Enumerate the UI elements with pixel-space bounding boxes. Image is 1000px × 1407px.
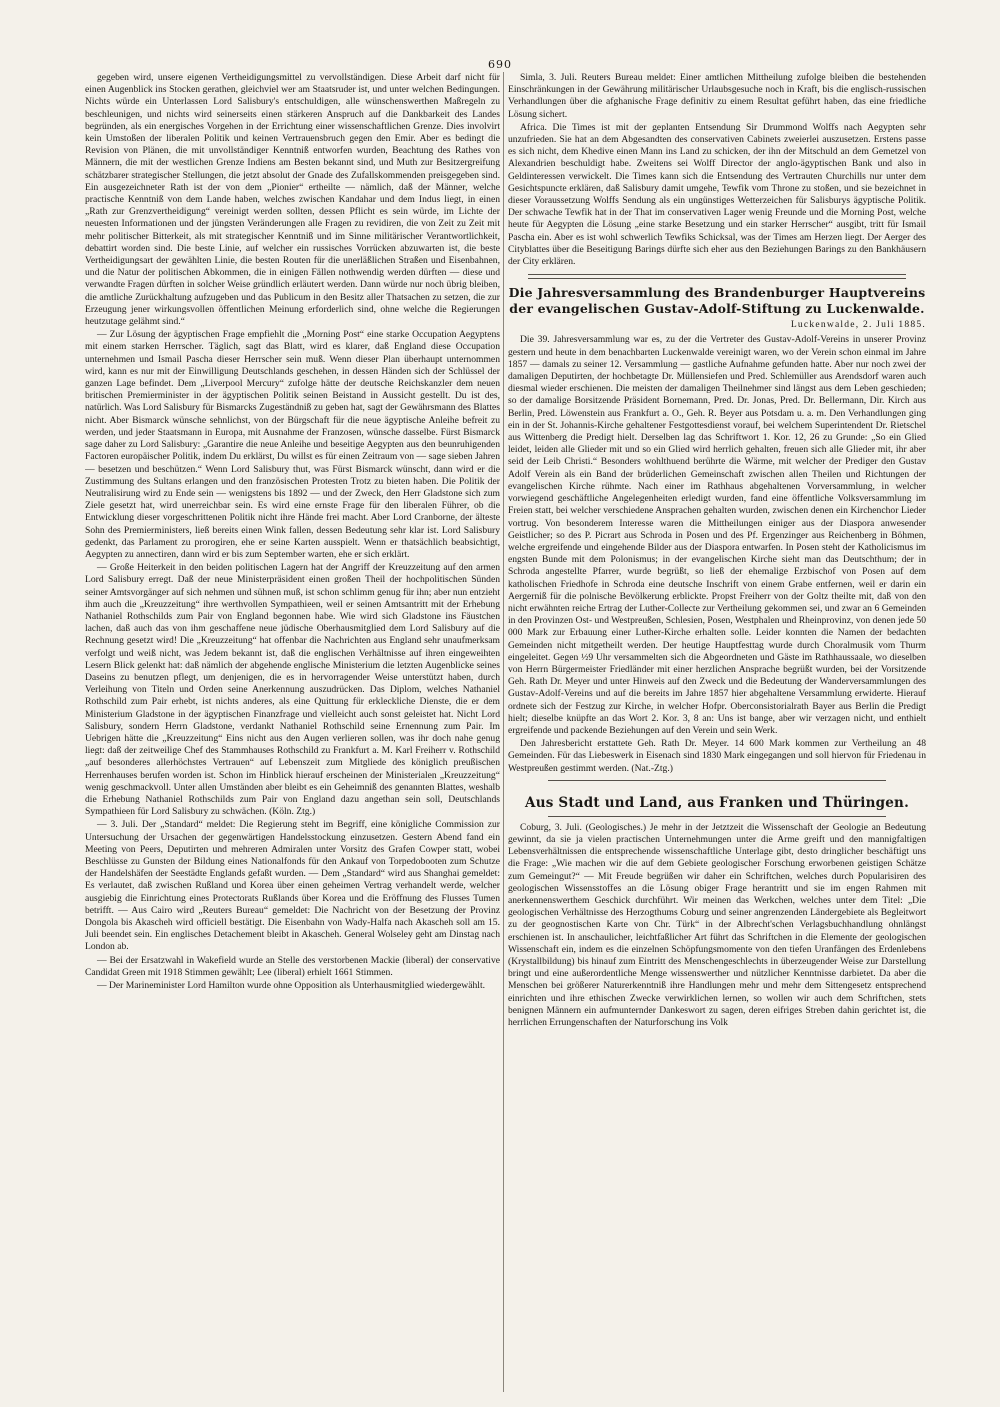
article-paragraph: — Zur Lösung der ägyptischen Frage empfiehlt die „Morning Post“ eine starke Occupation Aegyptens mit einem starken Herrscher. Täglich, sagt das Blatt, wird es klarer, daß England diese Occupation unternehmen und Ismail Pascha dieser Herrscher sein muß. Wenn dieser Plan überhaupt unternommen wird, kann es nur mit der Einwilligung Deutschlands geschehen, in dessen Händen sich der Schlüssel der ganzen Lage befindet. Dem „Liverpool Mercury“ zufolge hätte der deutsche Reichskanzler dem neuen britischen Premierminister in der ägyptischen Politik seinen Beistand in Aussicht gestellt. Du ist des, natürlich. Was Lord Salisbury für Bismarcks Zugeständniß zu geben hat, sagt der Gewährsmann des Blattes nicht. Aber Bismarck wünsche sehnlichst, von der Bürgschaft für die neue ägyptische Anleihe befreit zu werden, und jeder Staatsmann in Europa, mit Ausnahme der Franzosen, wünsche dasselbe. Fürst Bismarck sage daher zu Lord Salisbury: „Garantire die neue Anleihe und beseitige Aegypten aus den beunruhigenden Factoren europäischer Politik, indem Du erklärst, Du willst es für einen Zeitraum von — sage sieben Jahren — besetzen und beschützen.“ Wenn Lord Salisbury thut, was Fürst Bismarck wünscht, dann wird er die Zustimmung des Sultans erlangen und den französischen Protesten Trotz zu bieten haben. Die Politik der Neutralisirung wird zu Ende sein — wenigstens bis 1892 — und der Zweck, den Herr Gladstone sich zum Ziele gesetzt hat, wird unerreichbar sein. Es wird eine ernste Frage für den liberalen Führer, ob die Entwicklung dieser vorgeschrittenen Politik nicht ihre Hände frei macht. Aber Lord Cranborne, der älteste Sohn des Premierministers, ließ bereits einen Wink fallen, dessen Bedeutung sehr klar ist. Lord Salisbury gedenkt, das Parlament zu prorogiren, ehe er seine Karten ausspielt. Wenn er thatsächlich beabsichtigt, Aegypten zu annectiren, dann wird er bis zum September warten, ehe er sich erklärt. [85,329,500,560]
article-paragraph: — Der Marineminister Lord Hamilton wurde ohne Opposition als Unterhausmitglied wiedergewählt. [97,980,486,992]
section-divider [548,816,886,817]
article-paragraph: Coburg, 3. Juli. (Geologisches.) Je mehr in der Jetztzeit die Wissenschaft der Geologie an Bedeutung gewinnt, da sie ja vielen practischen Unternehmungen unter die Arme greift und den mannigfaltigen Lebensverhältnissen die entsprechende wissenschaftliche Unterlage gibt, desto dringlicher beschäftigt uns die Frage: „Wie machen wir die auf dem Gebiete geologischer Forschung erworbenen geistigen Schätze zum Gemeingut?“ — Mit Freude begrüßen wir daher ein Schriftchen, welches durch Popularisiren des geologischen Wissensstoffes an die Lösung obiger Frage herantritt und sie im engen Rahmen mit anerkennenswerthem Geschick durchführt. Wir meinen das Werkchen, welches unter dem Titel: „Die geologischen Verhältnisse des Herzogthums Coburg und seiner angrenzenden Ländergebiete als Begleitwort zu der geognostischen Karte von Chr. Türk“ in der Albrecht'schen Verlagsbuchhandlung ohnlängst erschienen ist. In anschaulicher, leichtfaßlicher Art führt das Schriftchen in die Elemente der geologischen Wissenschaft ein, indem es die einzelnen Schöpfungsmomente von den tiefen Uranfängen des Erdenlebens (Krystallbildung) bis hinauf zum Eintritt des Menschengeschlechts in überzeugender Weise zur Darstellung bringt und eine außerordentliche Menge wissenswerther und nützlicher Kenntnisse darbietet. Da aber die Menschen bei größerer Naturerkenntniß ihre Handlungen mehr und mehr dem Sittengesetz entsprechend einrichten und ihre ethischen Zwecke verwirklichen lernen, so wollen wir auch dem Schriftchen, stets benignen Männern ein aufmunternder Dankeswort zu sagen, deren eifriges Streben dahin gerichtet ist, die herrlichen Errungenschaften der Naturforschung ins Volk [508,821,926,1029]
article-paragraph: Den Jahresbericht erstattete Geh. Rath Dr. Meyer. 14 600 Mark kommen zur Vertheilung an 48 Gemeinden. Für das Liebeswerk in Eisenach sind 1830 Mark eingegangen und soll hiervon für Friedenau in Westpreußen gestimmt werden. (Nat.-Ztg.) [508,738,926,774]
article-paragraph: Die 39. Jahresversammlung war es, zu der die Vertreter des Gustav-Adolf-Vereins in unserer Provinz gestern und heute in dem benachbarten Luckenwalde vereinigt waren, wo der Verein schon einmal im Jahre 1857 — damals zu seiner 12. Versammlung — gastliche Aufnahme gefunden hatte. Aber nur noch zwei der damaligen Deputirten, der hochbetagte Dr. Müllensiefen und Pred. Schlemüller aus Arendsdorf waren auch diesmal wieder erschienen. Die meisten der damaligen Theilnehmer sind längst aus dem Leben geschieden; so der damalige Borsitzende Präsident Bornemann, Pred. Dr. Jonas, Pred. Dr. Bellermann, Dir. Kirch aus Berlin, Pred. Löwenstein aus Frankfurt a. O., Geh. R. Beyer aus Potsdam u. a. m. Den Verhandlungen ging ein in der St. Johannis-Kirche gehaltener Festgottesdienst vorauf, bei welchem Superintendent Dr. Rietschel aus Wittenberg die Predigt hielt. Derselben lag das Schriftwort 1. Kor. 12, 26 zu Grunde: „So ein Glied leidet, leiden alle Glieder mit und so ein Glied wird herrlich gehalten, freuen sich alle Glieder mit, ihr aber seid der Leib Christi.“ Besonders wohlthuend berührte die Wärme, mit welcher der Prediger den Gustav Adolf Verein als ein Band der brüderlichen Gemeinschaft zwischen allen Theilen und Richtungen der evangelischen Kirche rühmte. Nach einer im Rathhaus abgehaltenen Vorversammlung, in welcher vorwiegend geschäftliche Angelegenheiten erledigt wurden, fand eine öffentliche Volksversammlung im Freien statt, bei welcher verschiedene Ansprachen gehalten wurden, zwischen denen ein Kirchenchor Lieder vortrug. Von besonderem Interesse waren die Mittheilungen einiger aus der Diaspora anwesender Geistlicher; so des P. Picrart aus Schroda in Posen und des Pf. Ergenzinger aus Reichenberg in Böhmen, welche ergreifende und eingehende Bilder aus der Diaspora entwarfen. In Posen steht der Katholicismus im engsten Bunde mit dem Polonismus; in der evangelischen Kirche sieht man das Deutschthum; der in Schroda angestellte Pfarrer, wurde begrüßt, so ließ der ehemalige Erzbischof von Posen auf dem katholischen Friedhofe in Schroda eine deutsche Inschrift von einem Grabe entfernen, weil er darin ein Aergerniß für die polnische Bevölkerung erblickte. Propst Freiherr von der Goltz theilte mit, daß von den nicht erwähnten reiche Ertrag der Luther-Collecte zur Vertheilung gekommen sei, und zwar an 6 Gemeinden in den Provinzen Ost- und Westpreußen, Schlesien, Posen, Westphalen und Rheinprovinz, von denen jede 50 000 Mark zur Erbauung einer Luther-Kirche erhalten solle. Leider konnten die Namen der bedachten Gemeinden nicht mitgetheilt werden. Der heutige Hauptfesttag wurde durch Choralmusik vom Thurm eingeleitet. Gegen ½9 Uhr versammelten sich die Abgeordneten und Gäste im Rathhaussaale, wo dieselben von Herrn Bürgermeister Friedländer mit einer herzlichen Ansprache begrüßt wurden, bei der Vorsitzende Geh. Rath Dr. Meyer und unter Hinweis auf den Zweck und die Bedeutung der Wanderversammlungen des Gustav-Adolf-Vereins und auf die bereits im Jahre 1857 hier abgehaltene Versammlung erwiderte. Hierauf ordnete sich der Festzug zur Kirche, in welcher Hofpr. Oberconsistorialrath Bayer aus Berlin die Predigt hielt; dieselbe knüpfte an das Wort 2. Kor. 3, 8 an: Uns ist bange, aber wir verzagen nicht, und enthielt ergreifende und packende Beziehungen auf den Verein und sein Werk. [508,334,926,736]
article-paragraph: gegeben wird, unsere eigenen Vertheidigungsmittel zu vervollständigen. Diese Arbeit darf nicht für einen Augenblick ins Stocken gerathen, gleichviel wer am Staatsruder ist, und unter welchen Bedingungen. Nichts würde ein Unterlassen Lord Salisbury's entschuldigen, alle wünschenswerthen Maßregeln zu beschleunigen, und nichts wird seinerseits einen stärkeren Anspruch auf die Dankbarkeit des Landes begründen, als ein energisches Vorgehen in der Errichtung einer wissenschaftlichen Grenze. Dies involvirt kein Umstoßen der liberalen Politik und keinen Vertrauensbruch gegen den Emir. Aber es bedingt die Revision von Plänen, die mit unvollständiger Kenntniß entworfen wurden, Beachtung des Rathes von Männern, die mit der westlichen Grenze Indiens am Besten bekannt sind, und Muth zur Besitzergreifung schätzbarer strategischer Stellungen, die jetzt absolut der Gnade des Zufallskommenden preisgegeben sind. Ein ausgezeichneter Rath ist der von dem „Pionier“ ertheilte — nämlich, daß der Männer, welche practische Kenntniß von dem Lande haben, welches zwischen Kandahar und dem Indus liegt, in einen „Rath zur Grenzvertheidigung“ vereinigt werden sollten, dessen Pflicht es sein würde, im Lichte der neuesten Informationen und der jüngsten Veränderungen alle Fragen zu revidiren, die von Zeit zu Zeit mit mehr politischer Bitterkeit, als mit strategischer Kenntniß und im Sinne militärischer Verantwortlichkeit, debattirt worden sind. Die beste Linie, auf welcher ein russisches Vorrücken abzuwarten ist, die beste Vertheidigungsart der gewählten Linie, die besten Routen für die unerläßlichen Straßen und Eisenbahnen, und die Natur der politischen Abkommen, die in einigen Fällen nothwendig werden dürften — diese und verwandte Fragen dürften in solcher Weise gründlich erläutert werden. Dann würde nur noch übrig bleiben, die amtliche Zurückhaltung aufzugeben und das Publicum in den Besitz aller Thatsachen zu setzen, die zur Erzeugung jener wirkungsvollen öffentlichen Meinung erforderlich sind, ohne welche die Regierungen heutzutage gelähmt sind.“ [85,72,500,328]
right-column [508,72,926,1397]
left-column [85,72,500,1397]
section-title-gustav-adolf: Die Jahresversammlung des Brandenburger Hauptvereins der evangelischen Gustav-Adolf-Stiftung zu Luckenwalde. [508,285,926,317]
dateline: Luckenwalde, 2. Juli 1885. [790,319,926,331]
section-title-stadt-und-land: Aus Stadt und Land, aus Franken und Thüringen. [525,794,909,811]
simla-paragraph: Simla, 3. Juli. Reuters Bureau meldet: Einer amtlichen Mittheilung zufolge bleiben die bestehenden Einschränkungen in der Gewährung militärischer Urlaubsgesuche noch in Kraft, bis die englisch-russischen Verhandlungen über die afghanische Frage definitiv zu einem Resultat geführt haben, das eine friedliche Lösung sichert. [508,72,926,120]
page-number: 690 [488,58,512,71]
section-divider [528,274,906,279]
article-paragraph: — Bei der Ersatzwahl in Wakefield wurde an Stelle des verstorbenen Mackie (liberal) der conservative Candidat Green mit 1918 Stimmen gewählt; Lee (liberal) erhielt 1661 Stimmen. [85,954,500,978]
article-paragraph: — 3. Juli. Der „Standard“ meldet: Die Regierung steht im Begriff, eine königliche Commission zur Untersuchung der Ursachen der gegenwärtigen Handelsstockung einzusetzen. Gestern Abend fand ein Meeting von Peers, Deputirten und mehreren Admiralen unter Vorsitz des Grafen Cowper statt, wobei Beschlüsse zu Gunsten der Bildung eines Nationalfonds für den Ankauf von Torpedobooten zum Schutze der Handelshäfen der Seestädte Englands gefaßt wurden. — Dem „Standard“ wird aus Shanghai gemeldet: Es verlautet, daß zwischen Rußland und Korea über einen geheimen Vertrag verhandelt werde, welcher ausgiebig die Einrichtung eines Protectorats Rußlands über Korea und die Eröffnung des Flusses Tumen betrifft. — Aus Cairo wird „Reuters Bureau“ gemeldet: Die Nachricht von der Besetzung der Provinz Dongola bis Akascheh wird officiell bestätigt. Die Eisenbahn von Wady-Halfa nach Akascheh soll am 15. Juli beendet sein. Ein englisches Detachement bleibt in Akascheh. General Wolseley geht am Dinstag nach London ab. [85,819,500,953]
africa-paragraph: Africa. Die Times ist mit der geplanten Entsendung Sir Drummond Wolffs nach Aegypten sehr unzufrieden. Sie hat an dem Abgesandten des conservativen Cabinets zweierlei auszusetzen. Erstens passe es sich nicht, dem Khedive einen Mann ins Land zu schicken, der ihn der Mitschuld an dem Gemetzel von Alexandrien beschuldigt habe. Zweitens sei Wolff Director der anglo-ägyptischen Bank und also in Geldinteressen verwickelt. Die Times kann sich die Entsendung des Vertrauten Churchills nur unter dem Gesichtspuncte erklären, daß Salisbury damit umgehe, Tewfik vom Throne zu stoßen, und sie bezeichnet in dieser Voraussetzung Wolffs Sendung als ein ungünstiges Wetterzeichen für Salisburys ägyptische Politik. Der schwache Tewfik hat in der That im conservativen Lager wenig Freunde und die Morning Post, welche heute für Aegypten die Lösung „eine starke Besetzung und ein starker Herrscher“ ausgibt, tritt für Ismail Pascha ein. Aber es ist wohl schwerlich Tewfiks Schicksal, was der Times am Herzen liegt. Der Aerger des Cityblattes über die Beseitigung Barings dürfte sich eher aus den Beziehungen Barings zu den Bankhäusern der City erklären. [508,121,926,268]
column-divider [503,72,504,1392]
section-divider [548,780,886,781]
article-paragraph: — Große Heiterkeit in den beiden politischen Lagern hat der Angriff der Kreuzzeitung auf den armen Lord Salisbury erregt. Daß der neue Ministerpräsident einen großen Theil der hochpolitischen Sünden seiner Amtsvorgänger auf sich nehmen und sühnen muß, ist schon schlimm genug für ihn; aber nun entzieht ihm auch die „Kreuzzeitung“ ihre werthvollen Sympathieen, weil er seinen Amtsantritt mit der Erhebung Nathaniel Rothschilds zum Pair von England begonnen habe. Wie wird sich Gladstone ins Fäustchen lachen, daß auch das von ihm geschaffene neue jüdische Oberhausmitglied dem Lord Salisbury auf die Rechnung gesetzt wird! Die „Kreuzzeitung“ hat offenbar die Nachrichten aus England sehr unaufmerksam verfolgt und weiß nicht, was Jedem bekannt ist, daß die englischen Verhältnisse auf ihren eingeweihten Lesern Blick gelenkt hat: daß nämlich der abgehende englische Ministerium die letzten Augenblicke seines Daseins zu benutzen pflegt, um denjenigen, die es in hervorragender Weise unterstützt haben, durch Verleihung von Titeln und Orden seine Anerkennung auszudrücken. Das Diplom, welches Nathaniel Rothschild zum Pair erhebt, ist nichts anderes, als eine Quittung für erkleckliche Dienste, die er dem Ministerium Gladstone in der ägyptischen Finanzfrage und vielleicht auch sonst geleistet hat. Nicht Lord Salisbury, sondern Herrn Gladstone, verdankt Nathaniel Rothschild seine Ernennung zum Pair. Im Uebrigen hätte die „Kreuzzeitung“ Eins nicht aus den Augen verlieren sollen, was ihr doch nahe genug liegt: daß der zeitweilige Chef des Stammhauses Rothschild zu Frankfurt a. M. Karl Freiherr v. Rothschild „auf besonderes allerhöchstes Vertrauen“ auf Lebenszeit zum Mitgliede des königlich preußischen Herrenhauses berufen worden ist. Schon im Hinblick hierauf erscheinen der Ministerialen „Kreuzzeitung“ wenig geschmackvoll. Unter allen Umständen aber bleibt es ein Geheimniß des genannten Blattes, weshalb die Erhebung Nathaniel Rothschilds zum Pair von England dazu angethan sein soll, Deutschlands Sympathieen für Lord Salisbury zu schwächen. (Köln. Ztg.) [85,562,500,818]
